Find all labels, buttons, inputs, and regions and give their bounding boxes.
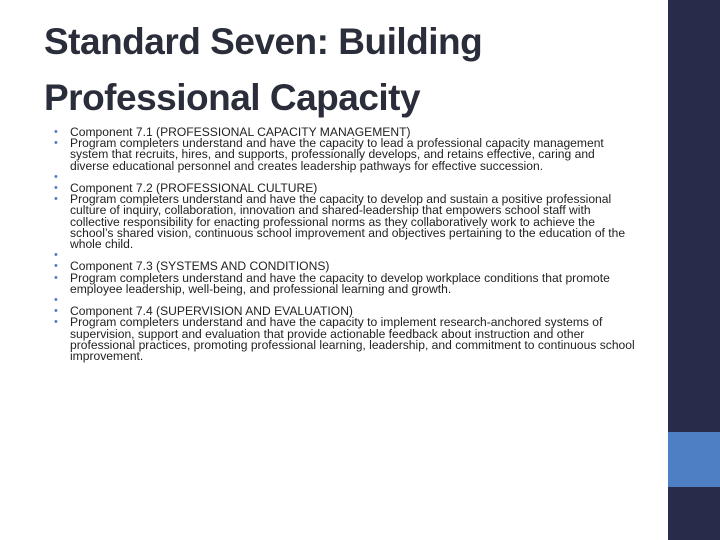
bullet-item [52,138,637,172]
bullet-icon: • [54,249,58,262]
bullet-list [52,127,637,362]
component-7-2-heading: Component 7.2 (PROFESSIONAL CULTURE) [70,181,318,195]
bullet-icon: • [54,260,58,273]
bullet-icon: • [54,271,58,284]
slide-title-line-1: Standard Seven: Building [44,21,483,62]
bullet-item [52,194,637,250]
sidebar-accent-block [668,432,720,487]
component-7-1-heading: Component 7.1 (PROFESSIONAL CAPACITY MANAGEMENT) [70,125,411,139]
bullet-icon: • [54,126,58,138]
component-7-2-text: Program completers understand and have the capacity to develop and sustain a positive professional culture of inquiry, collaboration, innovation and shared-leadership that empowers school staff with collective responsibility for enacting professional norms as they collaboratively work to achieve the school’s shared vision, continuous school improvement and objectives pertaining to the education of the whole child. [70,192,626,252]
bullet-item [52,317,637,362]
component-7-3-heading: Component 7.3 (SYSTEMS AND CONDITIONS) [70,259,330,274]
bullet-icon: • [54,137,58,150]
bullet-icon: • [54,193,58,206]
component-7-4-heading: Component 7.4 (SUPERVISION AND EVALUATION) [70,304,353,319]
slide-title [44,14,644,126]
bullet-icon: • [54,182,58,194]
bullet-item [52,270,637,296]
bullet-icon: • [54,294,58,307]
component-7-4-text: Program completers understand and have the capacity to implement research-anchored systems of supervision, support and evaluation that provide actionable feedback about instruction and other professional practices, promoting professional learning, leadership, and commitment to continuous school improvement. [70,315,635,364]
slide-title-line-2: Professional Capacity [44,77,421,118]
bullet-icon: • [54,305,58,318]
component-7-1-text: Program completers understand and have the capacity to lead a professional capacity management system that recruits, hires, and supports, professionally develops, and retains effective, caring and diverse educational personnel and creates leadership pathways for effective succession. [70,136,604,173]
bullet-icon: • [54,316,58,329]
bullet-icon: • [54,170,58,183]
component-7-3-text: Program completers understand and have the capacity to develop workplace conditions that promote employee leadership, well-being, and professional learning and growth. [70,270,610,296]
